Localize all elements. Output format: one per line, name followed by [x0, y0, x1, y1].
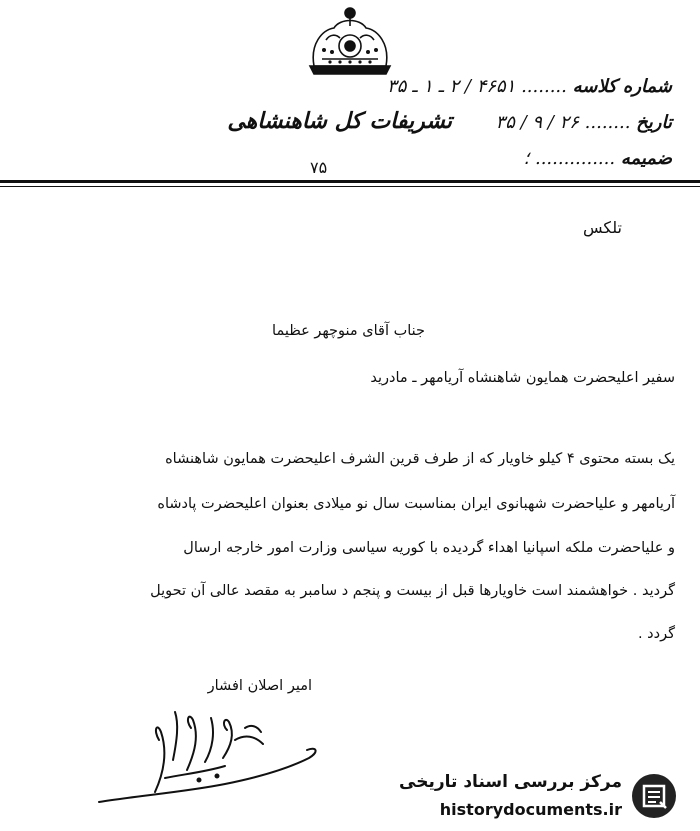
number-label: شماره کلاسه: [572, 76, 672, 97]
date-field: [496, 112, 672, 133]
paragraph-line: آریامهر و علیاحضرت شهبانوی ایران بمناسبت سال نو میلادی بعنوان اعلیحضرت پادشاه: [157, 496, 675, 512]
paragraph-line: یک بسته محتوی ۴ کیلو خاویار که از طرف قرین الشرف اعلیحضرت همایون شاهنشاه: [165, 451, 675, 467]
watermark-site: historydocuments.ir: [439, 800, 622, 819]
dots: .............. ؛: [523, 148, 616, 169]
date-value: ۲۶ / ۹ / ۳۵: [495, 112, 579, 133]
signer-name: امیر اصلان افشار: [207, 678, 312, 694]
document-center-logo-icon: [630, 772, 678, 820]
paragraph-line: گردید . خواهشمند است خاویارها قبل از بیست و پنجم د سامبر به مقصد عالی آن تحویل: [150, 583, 675, 599]
header-rule-thin: [0, 186, 700, 187]
watermark-title: مرکز بررسی اسناد تاریخی: [399, 772, 622, 792]
header-rule-thick: [0, 180, 700, 183]
date-label: تاریخ: [636, 112, 672, 133]
number-field: [387, 76, 672, 97]
number-value: ۴۶۵۱ / ۲ ـ ۱ ـ ۳۵: [387, 76, 516, 97]
paragraph-line: و علیاحضرت ملکه اسپانیا اهداء گردیده با کوریه سیاسی وزارت امور خارجه ارسال: [183, 540, 675, 556]
paragraph-line: گردد .: [637, 626, 675, 642]
document-type-heading: تلکس: [583, 218, 622, 237]
dots: ........: [515, 76, 567, 97]
dots: ........: [578, 112, 631, 133]
annex-label: ضمیمه: [620, 148, 672, 169]
addressee-name: جناب آقای منوچهر عظیما: [272, 323, 425, 339]
handwritten-signature: [95, 700, 345, 810]
pahlavi-crown-icon: [300, 4, 400, 76]
annex-field: [524, 148, 672, 169]
addressee-title: سفیر اعلیحضرت همایون شاهنشاه آریامهر ـ مادرید: [370, 370, 675, 386]
reference-number: ۷۵: [310, 158, 328, 177]
organization-title: تشریفات کل شاهنشاهی: [227, 108, 452, 134]
